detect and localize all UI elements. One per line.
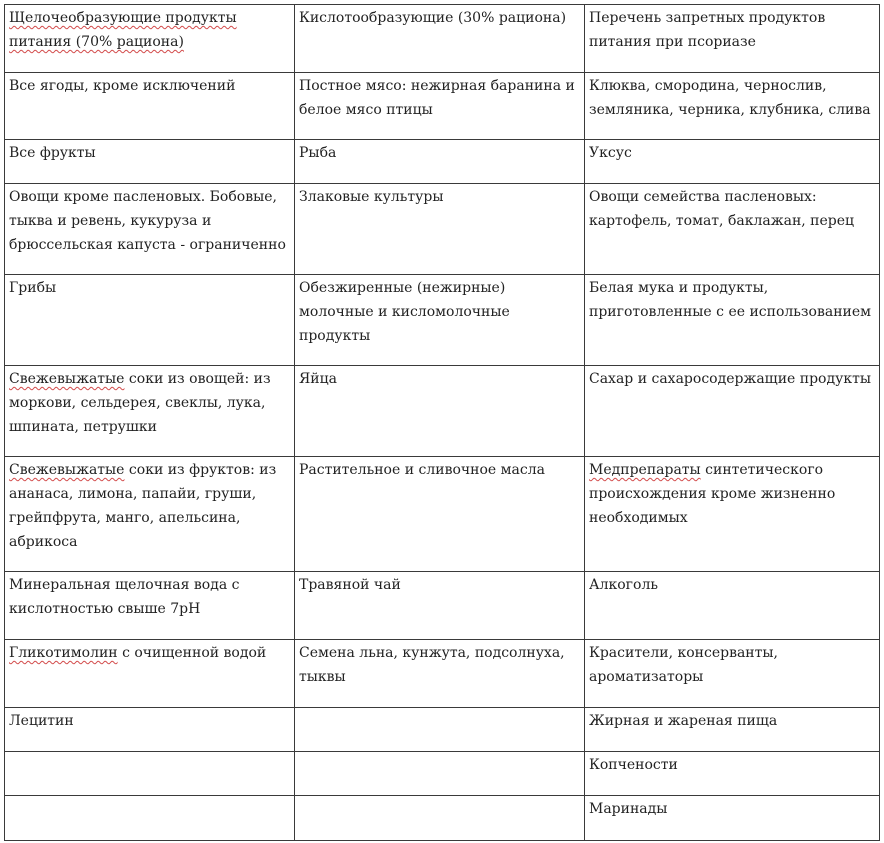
cell-forbidden: Алкоголь — [585, 572, 880, 640]
cell-alkaline-first: Свежевыжатые — [9, 462, 125, 478]
cell-alkaline: Минеральная щелочная вода с кислотностью свыше 7pH — [5, 572, 295, 640]
header-alkaline — [5, 5, 295, 73]
cell-alkaline — [5, 457, 295, 572]
table-row — [5, 184, 880, 275]
table-row — [5, 73, 880, 140]
cell-acid: Рыба — [295, 140, 585, 184]
cell-alkaline-rest: с очищенной водой — [117, 645, 267, 661]
cell-acid: Семена льна, кунжута, подсолнуха, тыквы — [295, 640, 585, 708]
cell-alkaline-rest: соки из овощей: из моркови, сельдерея, свеклы, лука, шпината, петрушки — [9, 371, 271, 435]
cell-acid: Злаковые культуры — [295, 184, 585, 275]
cell-alkaline: Овощи кроме пасленовых. Бобовые, тыква и ревень, кукуруза и брюссельская капуста - ограниченно — [5, 184, 295, 275]
header-forbidden: Перечень запретных продуктов питания при псориазе — [585, 5, 880, 73]
cell-forbidden: Маринады — [585, 796, 880, 841]
header-alkaline-text: Щелочеобразующие продукты питания (70% рациона) — [9, 10, 237, 50]
cell-acid: Яйца — [295, 366, 585, 457]
cell-forbidden: Сахар и сахаросодержащие продукты — [585, 366, 880, 457]
cell-alkaline — [5, 796, 295, 841]
cell-forbidden: Уксус — [585, 140, 880, 184]
table-row — [5, 708, 880, 752]
cell-alkaline: Все фрукты — [5, 140, 295, 184]
cell-forbidden: Овощи семейства пасленовых: картофель, томат, баклажан, перец — [585, 184, 880, 275]
cell-alkaline — [5, 366, 295, 457]
cell-acid: Травяной чай — [295, 572, 585, 640]
cell-acid: Обезжиренные (нежирные) молочные и кисломолочные продукты — [295, 275, 585, 366]
cell-forbidden: Копчености — [585, 752, 880, 796]
table-row — [5, 572, 880, 640]
cell-forbidden-rest: синтетического происхождения кроме жизненно необходимых — [589, 462, 836, 526]
table-row — [5, 752, 880, 796]
table-row — [5, 275, 880, 366]
cell-alkaline-rest: соки из фруктов: из ананаса, лимона, папайи, груши, грейпфрута, манго, апельсина, абрикоса — [9, 462, 277, 550]
cell-forbidden: Клюква, смородина, чернослив, земляника, черника, клубника, слива — [585, 73, 880, 140]
table-row — [5, 140, 880, 184]
cell-acid — [295, 752, 585, 796]
cell-alkaline-first: Гликотимолин — [9, 645, 118, 661]
table-row — [5, 796, 880, 841]
cell-forbidden: Красители, консерванты, ароматизаторы — [585, 640, 880, 708]
cell-forbidden — [585, 457, 880, 572]
cell-alkaline: Грибы — [5, 275, 295, 366]
diet-table — [4, 4, 880, 841]
cell-alkaline: Лецитин — [5, 708, 295, 752]
cell-forbidden: Жирная и жареная пища — [585, 708, 880, 752]
cell-alkaline: Все ягоды, кроме исключений — [5, 73, 295, 140]
cell-acid — [295, 708, 585, 752]
cell-acid — [295, 796, 585, 841]
cell-forbidden-first: Медпрепараты — [589, 462, 701, 478]
table-row — [5, 366, 880, 457]
cell-acid: Постное мясо: нежирная баранина и белое мясо птицы — [295, 73, 585, 140]
cell-alkaline-first: Свежевыжатые — [9, 371, 125, 387]
table-header-row — [5, 5, 880, 73]
table-row — [5, 640, 880, 708]
cell-alkaline — [5, 640, 295, 708]
cell-forbidden: Белая мука и продукты, приготовленные с ее использованием — [585, 275, 880, 366]
table-row — [5, 457, 880, 572]
header-acid: Кислотообразующие (30% рациона) — [295, 5, 585, 73]
cell-acid: Растительное и сливочное масла — [295, 457, 585, 572]
cell-alkaline — [5, 752, 295, 796]
